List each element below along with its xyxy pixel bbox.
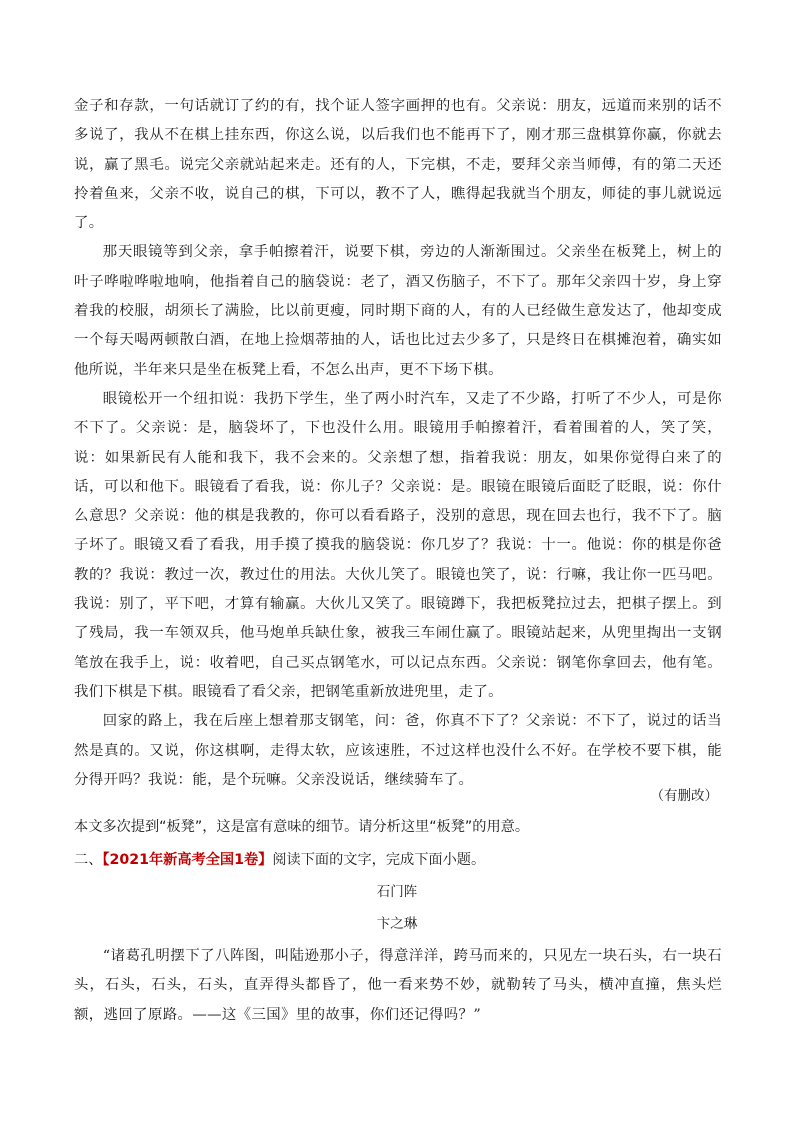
reading-passage [74, 92, 722, 795]
section-instruction: 阅读下面的文字，完成下面小题。 [272, 852, 486, 868]
section-prefix: 二、 [74, 852, 103, 868]
passage-paragraph-4: 回家的路上，我在后座上想着那支钢笔，问：爸，你真不下了？父亲说：不下了，说过的话当然是真的。又说，你这棋啊，走得太软，应该速胜，不过这样也没什么不好。在学校不要下棋，能分得开吗？我说：能，是个玩嘛。父亲没说话，继续骑车了。 [74, 713, 722, 788]
question-text: 本文多次提到“板凳”，这是富有意味的细节。请分析这里“板凳”的用意。 [74, 819, 530, 835]
passage-paragraph-2: 那天眼镜等到父亲，拿手帕擦着汗，说要下棋，旁边的人渐渐围过。父亲坐在板凳上，树上的叶子哗啦哗啦地响，他指着自己的脑袋说：老了，酒又伤脑子，不下了。那年父亲四十岁，身上穿着我的校服，胡须长了满脸，比以前更瘦，同时期下商的人，有的人已经做生意发达了，他却变成一个每天喝两顿散白酒，在地上捡烟蒂抽的人，话也比过去少多了，只是终日在棋摊泡着，确实如他所说，半年来只是坐在板凳上看，不怎么出声，更不下场下棋。 [74, 244, 722, 378]
story-title: 石门阵 [376, 884, 418, 900]
source-note: （有删改） [650, 788, 718, 804]
exam-source-tag: 【2021年新高考全国1卷】 [102, 852, 273, 868]
passage-paragraph-3: 眼镜松开一个纽扣说：我扔下学生，坐了两小时汽车，又走了不少路，打听了不少人，可是你不下了。父亲说：是，脑袋坏了，下也没什么用。眼镜用手帕擦着汗，看着围着的人，笑了笑，说：如果新民有人能和我下，我不会来的。父亲想了想，指着我说：朋友，如果你觉得白来了的话，可以和他下。眼镜看了看我，说：你儿子？父亲说：是。眼镜在眼镜后面眨了眨眼，说：你什么意思？父亲说：他的棋是我教的，你可以看看路子，没别的意思，现在回去也行，我不下了。脑子坏了。眼镜又看了看我，用手摸了摸我的脑袋说：你几岁了？我说：十一。他说：你的棋是你爸教的？我说：教过一次，教过仕的用法。大伙儿笑了。眼镜也笑了，说：行嘛，我让你一匹马吧。我说：别了，平下吧，才算有输赢。大伙儿又笑了。眼镜蹲下，我把板凳拉过去，把棋子摆上。到了残局，我一车领双兵，他马炮单兵缺仕象，被我三车闹仕赢了。眼镜站起来，从兜里掏出一支钢笔放在我手上，说：收着吧，自己买点钢笔水，可以记点东西。父亲说：钢笔你拿回去，他有笔。我们下棋是下棋。眼镜看了看父亲，把钢笔重新放进兜里，走了。 [74, 390, 722, 700]
passage-paragraph-1: 金子和存款，一句话就订了约的有，找个证人签字画押的也有。父亲说：朋友，远道而来别的话不多说了，我从不在棋上挂东西，你这么说，以后我们也不能再下了，刚才那三盘棋算你赢，你就去说，赢了黑毛。说完父亲就站起来走。还有的人，下完棋，不走，要拜父亲当师傅，有的第二天还拎着鱼来，父亲不收，说自己的棋，下可以，教不了人，瞧得起我就当个朋友，师徒的事儿就说远了。 [74, 98, 722, 232]
story-author: 卞之琳 [376, 916, 418, 932]
story-paragraph-1: “诸葛孔明摆下了八阵图，叫陆逊那小子，得意洋洋，跨马而来的，只见左一块石头，右一块石头，石头，石头，石头，直弄得头都昏了，他一看来势不妙，就勒转了马头，横冲直撞，焦头烂额，逃回了原路。——这《三国》里的故事，你们还记得吗？” [74, 948, 722, 1023]
section-header [74, 848, 734, 872]
story-body [74, 942, 722, 1030]
